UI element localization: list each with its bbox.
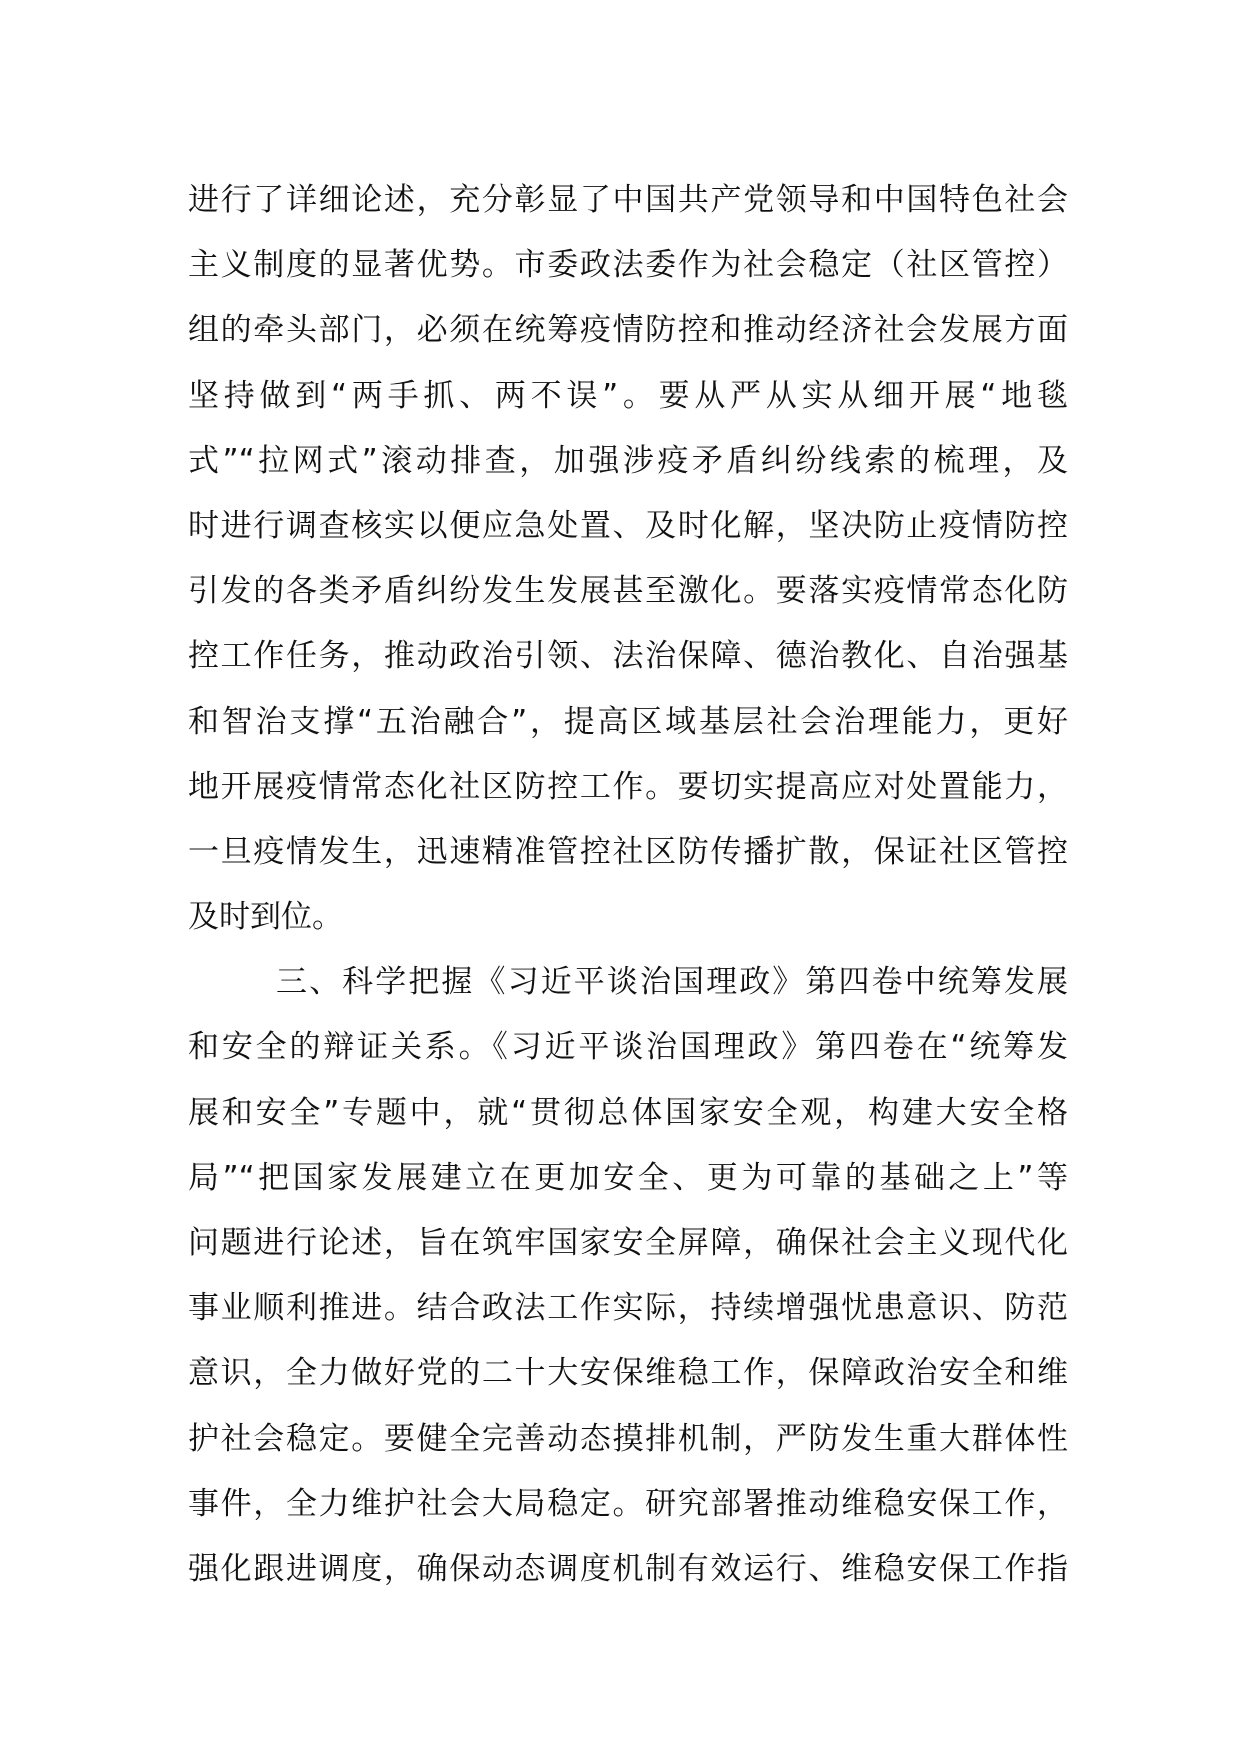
- text-line: 地开展疫情常态化社区防控工作。要切实提高应对处置能力，: [188, 768, 1068, 805]
- text-line: 护社会稳定。要健全完善动态摸排机制，严防发生重大群体性: [188, 1420, 1068, 1457]
- text-line: 意识，全力做好党的二十大安保维稳工作，保障政治安全和维: [188, 1355, 1068, 1392]
- text-line: 一旦疫情发生，迅速精准管控社区防传播扩散，保证社区管控: [188, 833, 1068, 870]
- paragraph-1: [188, 168, 1068, 950]
- section-heading-line: 三、科学把握《习近平谈治国理政》第四卷中统筹发展: [276, 964, 1068, 1001]
- text-line: 时进行调查核实以便应急处置、及时化解，坚决防止疫情防控: [188, 507, 1068, 544]
- text-line: 问题进行论述，旨在筑牢国家安全屏障，确保社会主义现代化: [188, 1225, 1068, 1261]
- text-line: 局”“把国家发展建立在更加安全、更为可靠的基础之上”等: [188, 1159, 1068, 1196]
- text-line: 强化跟进调度，确保动态调度机制有效运行、维稳安保工作指: [188, 1550, 1068, 1587]
- body-text: [188, 168, 1068, 1602]
- text-line: 及时到位。: [188, 899, 343, 936]
- text-line: 坚持做到“两手抓、两不误”。要从严从实从细开展“地毯: [188, 377, 1068, 414]
- text-line: 和安全的辩证关系。《习近平谈治国理政》第四卷在“统筹发: [188, 1029, 1068, 1066]
- text-line: 展和安全”专题中，就“贯彻总体国家安全观，构建大安全格: [188, 1094, 1068, 1131]
- text-line: 主义制度的显著优势。市委政法委作为社会稳定（社区管控）: [188, 247, 1068, 284]
- text-line: 引发的各类矛盾纠纷发生发展甚至激化。要落实疫情常态化防: [188, 573, 1068, 610]
- text-line: 事业顺利推进。结合政法工作实际，持续增强忧患意识、防范: [188, 1290, 1068, 1327]
- paragraph-2: [188, 950, 1068, 1602]
- text-line: 控工作任务，推动政治引领、法治保障、德治教化、自治强基: [188, 638, 1068, 675]
- text-line: 事件，全力维护社会大局稳定。研究部署推动维稳安保工作，: [188, 1485, 1068, 1522]
- text-line: 和智治支撑“五治融合”，提高区域基层社会治理能力，更好: [188, 703, 1068, 740]
- text-line: 组的牵头部门，必须在统筹疫情防控和推动经济社会发展方面: [188, 312, 1068, 349]
- text-line: 式”“拉网式”滚动排查，加强涉疫矛盾纠纷线索的梳理，及: [188, 442, 1068, 479]
- text-line: 进行了详细论述，充分彰显了中国共产党领导和中国特色社会: [188, 182, 1068, 218]
